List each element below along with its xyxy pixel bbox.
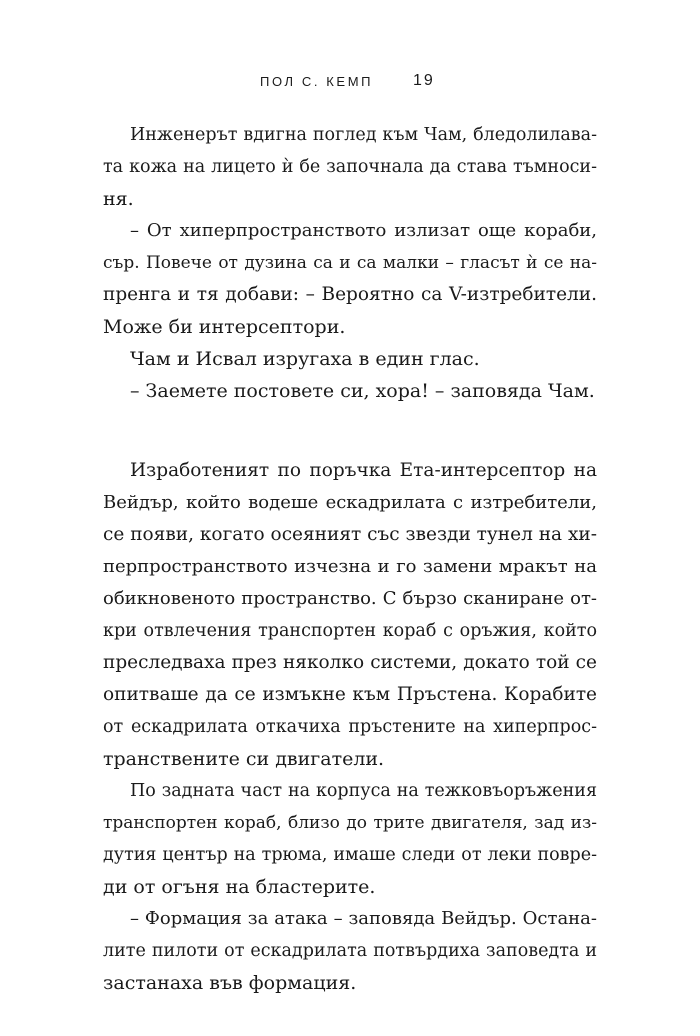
text-line: сър. Повече от дузина са и са малки – гласът ѝ се на-: [103, 253, 597, 273]
text-line: опитваше да се измъкне към Пръстена. Корабите: [103, 684, 597, 705]
text-line: – Заемете постовете си, хора! – заповяда Чам.: [130, 380, 595, 402]
text-line: преследваха през няколко системи, докато той се: [103, 652, 597, 673]
text-line: Чам и Исвал изругаха в един глас.: [130, 348, 480, 370]
text-line: ди от огъня на бластерите.: [103, 876, 376, 898]
text-line: обикновеното пространство. С бързо сканиране от-: [103, 588, 597, 609]
text-line: транствените си двигатели.: [103, 748, 385, 770]
author-name: ПОЛ С. КЕМП: [260, 74, 374, 89]
text-line: кри отвлечения транспортен кораб с оръжия, който: [103, 621, 597, 641]
text-line: перпространството изчезна и го замени мракът на: [103, 556, 597, 577]
text-line: транспортен кораб, близо до трите двигателя, зад из-: [103, 813, 597, 833]
text-line: Вейдър, който водеше ескадрилата с изтребители,: [103, 492, 597, 513]
text-line: ня.: [103, 188, 134, 210]
text-line: застанаха във формация.: [103, 972, 357, 994]
running-header: [0, 74, 700, 94]
text-line: та кожа на лицето ѝ бе започнала да става тъмноси-: [103, 157, 597, 177]
text-line: се появи, когато осеяният със звезди тунел на хи-: [103, 524, 597, 545]
text-line: Може би интерсептори.: [103, 316, 346, 338]
text-line: – Формация за атака – заповяда Вейдър. Остана-: [130, 908, 597, 929]
page-number: 19: [413, 72, 435, 89]
text-line: лите пилоти от ескадрилата потвърдиха заповедта и: [103, 941, 597, 961]
text-line: Инженерът вдигна поглед към Чам, бледолилава-: [130, 125, 597, 145]
text-line: дутия център на трюма, имаше следи от леки повре-: [103, 845, 597, 865]
text-line: – От хиперпространството излизат още кораби,: [130, 220, 597, 241]
text-line: Изработеният по поръчка Ета-интерсептор на: [130, 460, 597, 481]
text-line: от ескадрилата откачиха пръстените на хиперпрос-: [103, 717, 597, 737]
text-line: пренга и тя добави: – Вероятно са V-изтребители.: [103, 284, 597, 305]
text-line: По задната част на корпуса на тежковъоръжения: [130, 781, 597, 801]
